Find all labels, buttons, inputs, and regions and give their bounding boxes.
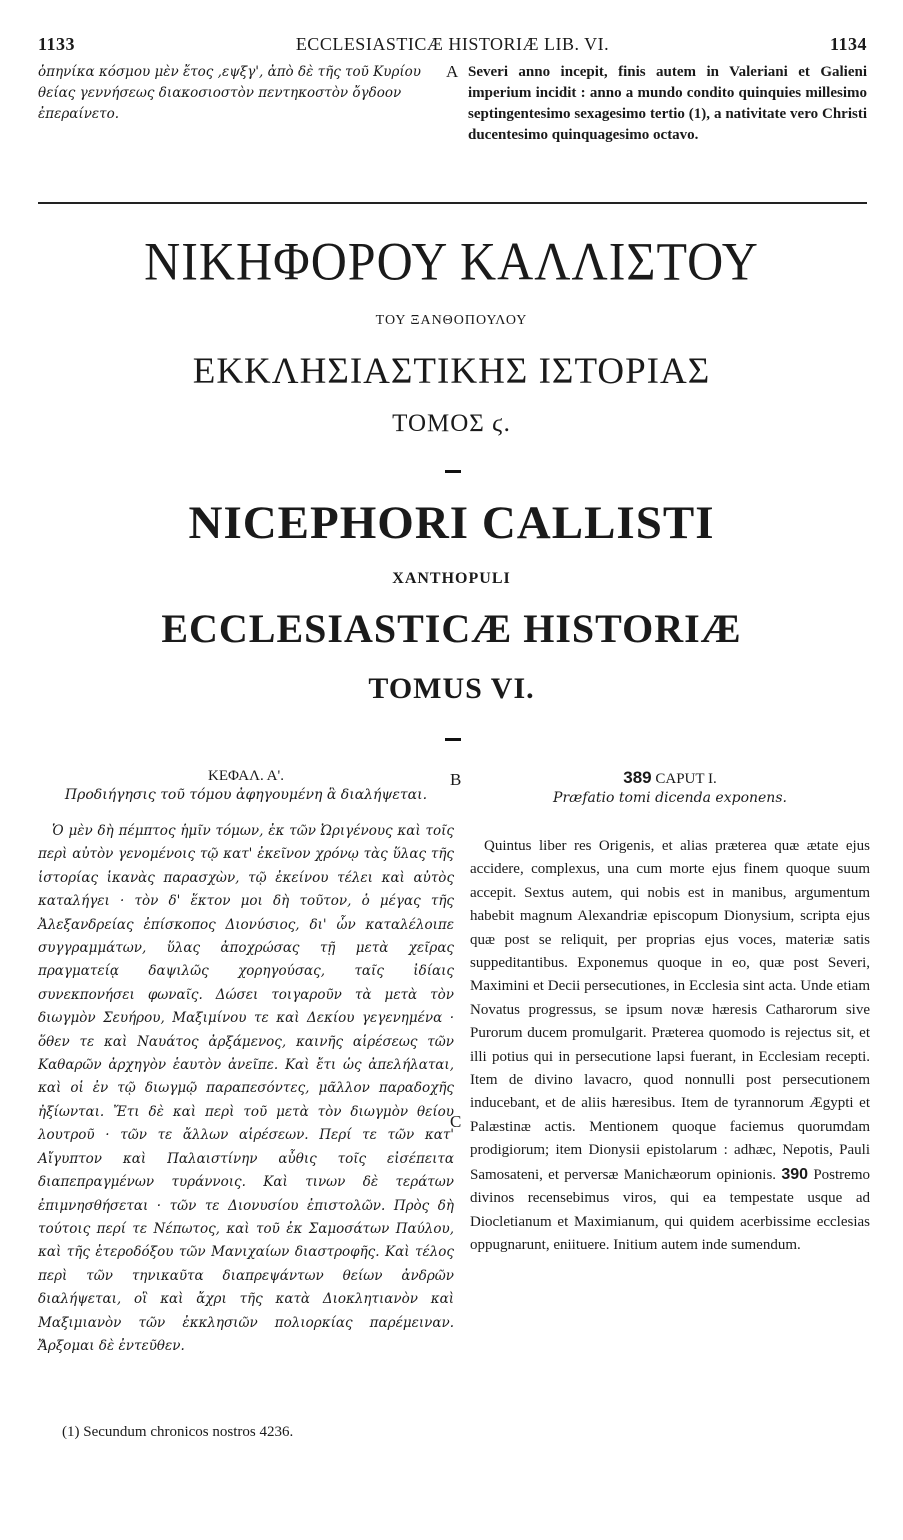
latin-body-part2: Postremo divinos recensebimus viros, qui ea tempestate usque ad Diocletianum et Maximianum, qui quidem acerbissime ecclesias oppugnarunt, eniituere. Initium autem inde sumendum. (470, 1166, 870, 1253)
separator-dash (445, 738, 461, 741)
greek-body-text: Ὁ μὲν δὴ πέμπτος ἡμῖν τόμων, ἐκ τῶν Ὠριγένους καὶ τοῖς περὶ αὐτὸν γενομένοις τῷ κατ' ἐκεῖνον χρόνῳ τὰς ὕλας τῆς ἱστορίας ἱκανὰς παρασχὼν, τῷ ἐκείνου τέλει καὶ αὐτὸς καταλήγει · τὸν δ' ἕκτον μοι δὴ τοῦτον, ὁ μέγας τῆς Ἀλεξανδρείας ἐπίσκοπος Διονύσιος, δι' ὧν καταλέλοιπε συγγραμμάτων, ὕλας ἀποχρώσας τῇ μετὰ χεῖρας πραγματείᾳ δαψιλῶς χορηγούσας, ταῖς ἰδίαις συνεκπονήσει φωναῖς. Δώσει τοιγαροῦν τὰ μετὰ τὸν διωγμὸν Σευήρου, Μαξιμίνου τε καὶ Δεκίου γεγενημένα · ὅθεν τε καὶ Ναυάτος ἀρξάμενος, καινῆς αἱρέσεως τῶν Καθαρῶν ἀρχηγὸν ἑαυτὸν ἀνεῖπε. Καὶ ἔτι ὡς ἀπελήλαται, καὶ οἱ ἐν τῷ διωγμῷ παραπεσόντες, μᾶλλον παραδοχῆς ἠξίωνται. Ἔτι δὲ καὶ περὶ τοῦ μετὰ τὸν διωγμὸν θείου λουτροῦ · τῶν τε ἄλλων αἱρέσεων. Περί τε τῶν κατ' Αἴγυπτον καὶ Παλαιστίνην αὖθις τοῖς εἰσέπειτα διαπεπραγμένων τυράννοις. Καὶ τινων δὲ τεράτων ἐπιμνησθήσεται · τῶν τε Διονυσίου ἐπιστολῶν. Πρὸς δὴ τούτοις περί τε Νέπωτος, καὶ τοῦ ἐκ Σαμοσάτων Παύλου, καὶ τῆς ἑτεροδόξου τῶν Μανιχαίων διαστροφῆς. Καὶ τέλος περὶ τῶν τηνικαῦτα διαπρεψάντων θείων ἀνδρῶν διαλήψεται, οἳ καὶ ἄχρι τῆς κατὰ Διοκλητιανὸν καὶ Μαξιμιανὸν τῶν ἐκκλησιῶν πολιορκίας παρέμειναν. Ἄρξομαι δὲ ἐντεῦθεν. (38, 823, 454, 1354)
latin-chapter-heading (470, 768, 870, 788)
horizontal-rule (38, 202, 867, 204)
latin-column-number: 389 (623, 768, 652, 787)
page-number-left: 1133 (38, 34, 76, 54)
footnote: (1) Secundum chronicos nostros 4236. (62, 1424, 294, 1440)
running-head (38, 34, 867, 56)
greek-tome: ΤΟΜΟΣ ϛ. (392, 410, 511, 437)
latin-author-title: NICEPHORI CALLISTI (188, 497, 715, 549)
column-marker-a: A (446, 62, 459, 81)
latin-continued-text: Severi anno incepit, finis autem in Valeriani et Galieni imperium incidit : anno a mundo condito quinquies millesimo septingentesimo sexagesimo tertio (1), a nativitate vero Christi ducentesimo quinquagesimo octavo. (468, 64, 867, 143)
greek-chapter-subtitle: Προδιήγησις τοῦ τόμου ἀφηγουμένη ἃ διαλήψεται. (64, 787, 428, 803)
greek-column (38, 768, 454, 1358)
greek-continued-text: ὁπηνίκα κόσμου μὲν ἔτος ,εψξγ', ἀπὸ δὲ τῆς τοῦ Κυρίου θείας γεννήσεως διακοσιοστὸν πεντηκοστὸν ὄγδοον ἐπεραίνετο. (38, 64, 422, 122)
latin-body-part1: Quintus liber res Origenis, et alias præterea quæ ætate ejus accidere, complexus, una cum morte ejus finem quoque suum accepit. Sextus autem, qui nobis est in manibus, argumentum habebit magnum Alexandriæ episcopum Dionysium, scripta ejus quæ post se reliquit, per proprias ejus voces, materiæ satis suppeditantibus. Exponemus quoque in eo, quæ post Severi, Maximini et Decii persecutiones, in Ecclesia sint acta. Unde etiam Novatus progressus, se ipsum novæ hæresis Catharorum sive Purorum ducem promulgarit. Præterea quomodo is rejectus sit, et illi potius qui in persecutione lapsi fuerant, in Ecclesiam recepti. Item de divino lavacro, quod nonnulli post persecutionem inducebant, et de aliis hæresibus. Item de tyrannorum Ægypti et Palæstinæ actis. Mentionem quoque faciemus quorumdam prodigiorum; item Dionysii epistolarum : adhæc, Nepotis, Pauli Samosateni, et perversæ Manichæorum opinionis. (470, 838, 870, 1183)
greek-author-title: ΝΙΚΗΦΟΡΟΥ ΚΑΛΛΙΣΤΟΥ (144, 230, 759, 292)
running-title: ECCLESIASTICÆ HISTORIÆ LIB. VI. (295, 34, 610, 54)
continued-text (38, 62, 867, 182)
latin-column (470, 768, 870, 1257)
column-marker-c: C (450, 1112, 462, 1131)
greek-work-title: ΕΚΚΛΗΣΙΑΣΤΙΚΗΣ ΙΣΤΟΡΙΑΣ (192, 351, 711, 392)
latin-tome: TOMUS VI. (368, 672, 535, 705)
latin-work-title: ECCLESIASTICÆ HISTORIÆ (161, 606, 742, 651)
column-marker-b: B (450, 770, 462, 789)
page-number-right: 1134 (829, 34, 867, 54)
latin-body-text (470, 835, 870, 1257)
latin-author-subtitle: XANTHOPULI (392, 570, 511, 587)
latin-column-number-390: 390 (781, 1165, 809, 1183)
greek-author-subtitle: ΤΟΥ ΞΑΝΘΟΠΟΥΛΟΥ (375, 313, 528, 328)
separator-dash (445, 470, 461, 473)
greek-chapter-heading: ΚΕΦΑΛ. Α'. (208, 768, 284, 784)
latin-chapter-subtitle: Præfatio tomi dicenda exponens. (553, 790, 787, 806)
latin-chapter-label: CAPUT I. (655, 771, 717, 787)
